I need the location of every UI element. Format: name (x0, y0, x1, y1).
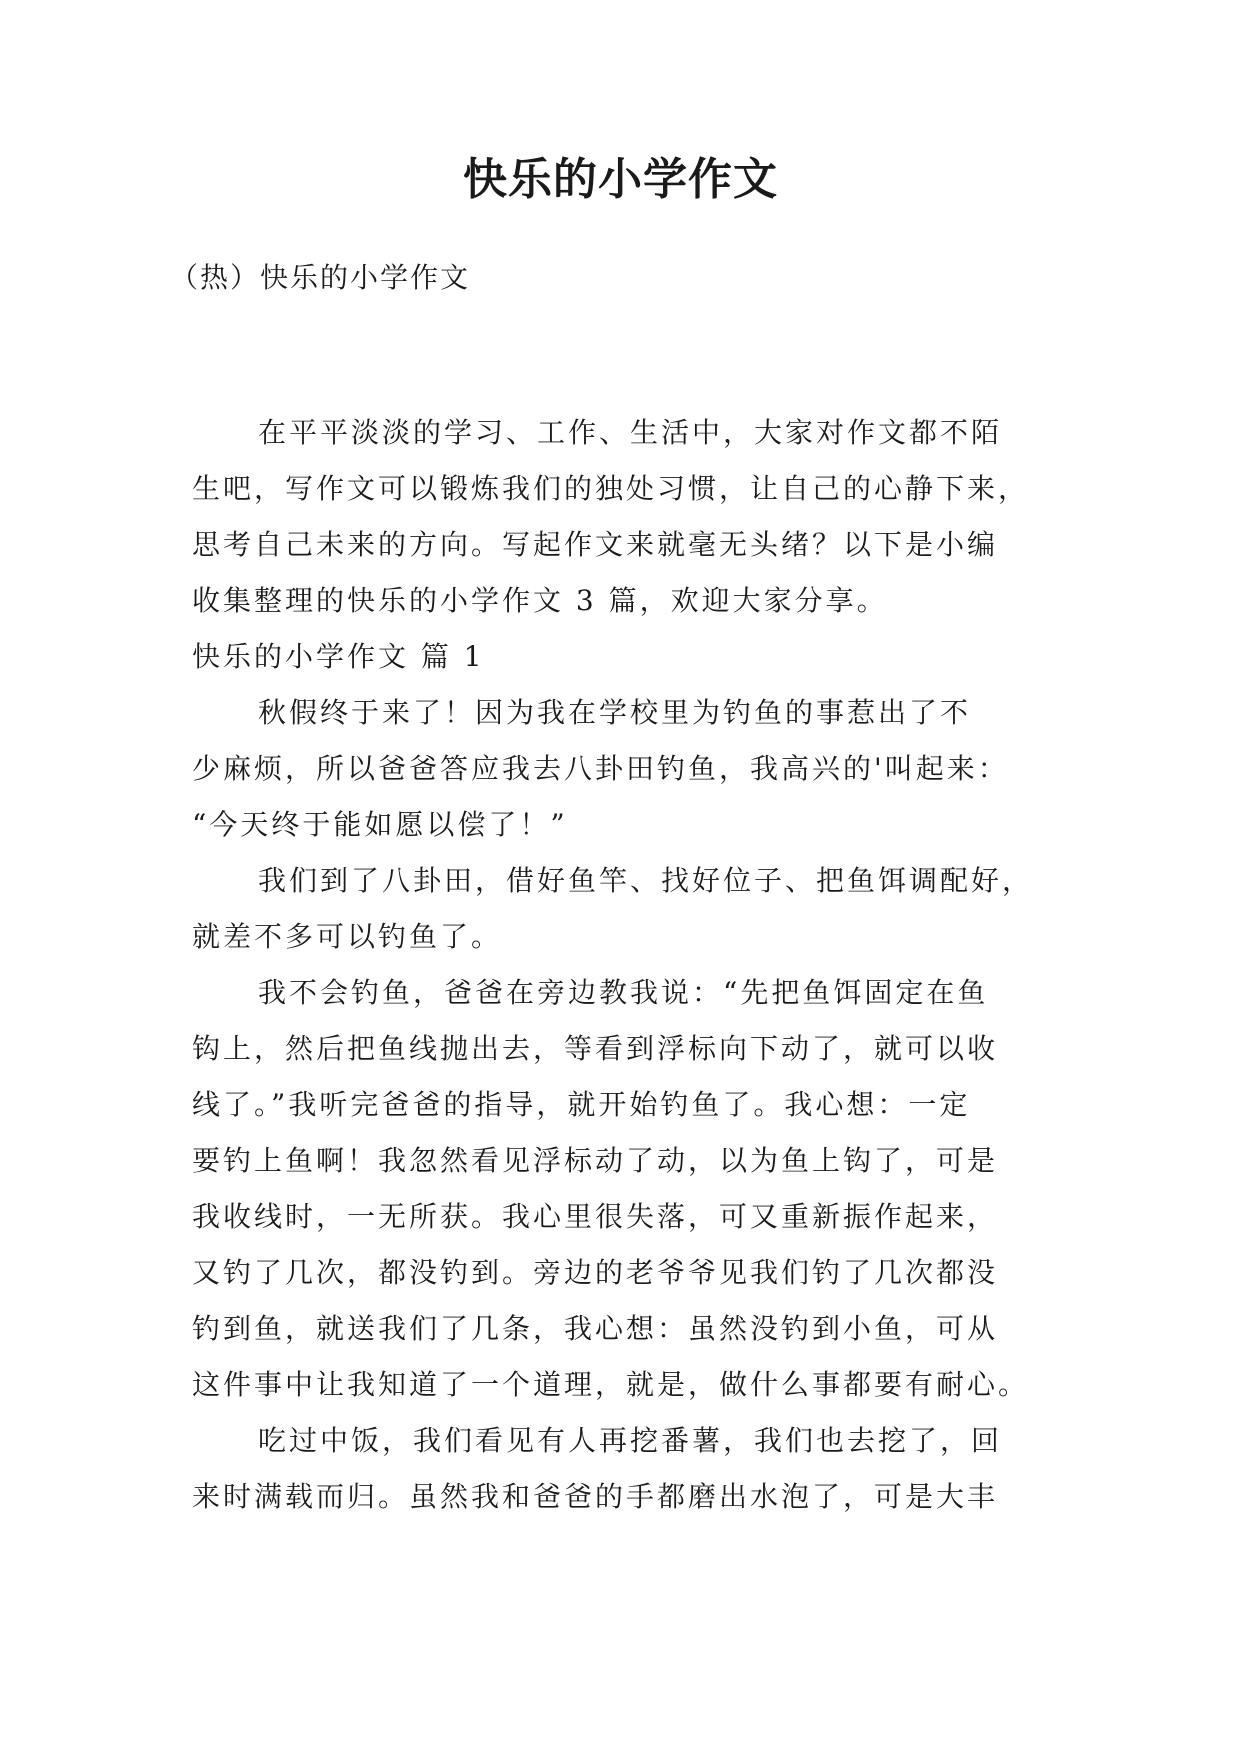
text-line: 要钓上鱼啊！我忽然看见浮标动了动，以为鱼上钩了，可是 (192, 1144, 999, 1177)
text-line: 我收线时，一无所获。我心里很失落，可又重新振作起来， (192, 1200, 999, 1233)
text-line: 这件事中让我知道了一个道理，就是，做什么事都要有耐心。 (192, 1368, 1030, 1401)
text-line: 生吧，写作文可以锻炼我们的独处习惯，让自己的心静下来， (192, 472, 1030, 505)
text-line: 在平平淡淡的学习、工作、生活中，大家对作文都不陌 (258, 416, 1003, 449)
text-line: 收集整理的快乐的小学作文 3 篇，欢迎大家分享。 (192, 584, 888, 617)
text-line: 我们到了八卦田，借好鱼竿、找好位子、把鱼饵调配好， (258, 864, 1034, 897)
text-line: 又钓了几次，都没钓到。旁边的老爷爷见我们钓了几次都没 (192, 1256, 999, 1289)
text-line: 吃过中饭，我们看见有人再挖番薯，我们也去挖了，回 (258, 1424, 1003, 1457)
document-body (192, 405, 1092, 1525)
text-line: 钩上，然后把鱼线抛出去，等看到浮标向下动了，就可以收 (192, 1032, 999, 1065)
text-line: 就差不多可以钓鱼了。 (192, 920, 503, 953)
text-line: 思考自己未来的方向。写起作文来就毫无头绪？以下是小编 (192, 528, 999, 561)
text-line: 秋假终于来了！因为我在学校里为钓鱼的事惹出了不 (258, 696, 972, 729)
text-line: 少麻烦，所以爸爸答应我去八卦田钓鱼，我高兴的'叫起来： (192, 752, 1009, 785)
text-line: “今天终于能如愿以偿了！” (192, 808, 568, 841)
text-line: 线了。”我听完爸爸的指导，就开始钓鱼了。我心想：一定 (192, 1088, 971, 1121)
document-subtitle: （热）快乐的小学作文 (170, 261, 471, 294)
text-line: 来时满载而归。虽然我和爸爸的手都磨出水泡了，可是大丰 (192, 1480, 999, 1513)
text-line: 我不会钓鱼，爸爸在旁边教我说：“先把鱼饵固定在鱼 (258, 976, 989, 1009)
text-line: 快乐的小学作文 篇 1 (192, 640, 485, 673)
document-title: 快乐的小学作文 (463, 154, 778, 205)
text-line: 钓到鱼，就送我们了几条，我心想：虽然没钓到小鱼，可从 (192, 1312, 999, 1345)
